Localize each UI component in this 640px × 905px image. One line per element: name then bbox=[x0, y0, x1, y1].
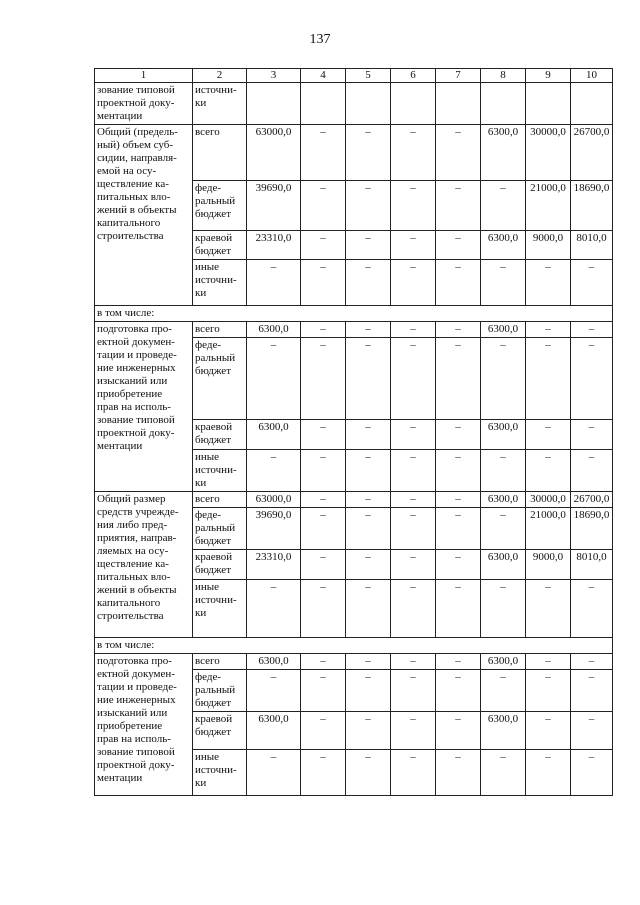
value-cell: 6300,0 bbox=[481, 420, 526, 450]
section-row bbox=[95, 638, 613, 654]
value-cell: – bbox=[436, 181, 481, 231]
funding-source: краевой бюджет bbox=[193, 712, 247, 750]
section-label: в том числе: bbox=[95, 306, 613, 322]
header-cell-8: 8 bbox=[481, 69, 526, 83]
funding-source: иные источни- ки bbox=[193, 580, 247, 638]
value-cell bbox=[436, 83, 481, 125]
indicator-label: Общий размер средств учрежде- ния либо пред- приятия, направ- ляемых на осу- ществление ка- питальных вло- жений в объекты капитального строительства bbox=[95, 492, 193, 638]
value-cell: – bbox=[436, 125, 481, 181]
value-cell: – bbox=[481, 750, 526, 796]
indicator-label: подготовка про- ектной докумен- тации и проведе- ние инженерных изысканий или приобретение прав на исполь- зование типовой проектной доку- ментации bbox=[95, 322, 193, 492]
value-cell: – bbox=[571, 420, 613, 450]
value-cell: – bbox=[301, 712, 346, 750]
table-row bbox=[95, 654, 613, 670]
section-label: в том числе: bbox=[95, 638, 613, 654]
value-cell: – bbox=[481, 450, 526, 492]
value-cell: – bbox=[391, 670, 436, 712]
value-cell: – bbox=[526, 420, 571, 450]
value-cell: – bbox=[346, 450, 391, 492]
value-cell: 30000,0 bbox=[526, 492, 571, 508]
value-cell: – bbox=[346, 750, 391, 796]
funding-source: феде- ральный бюджет bbox=[193, 670, 247, 712]
value-cell: 6300,0 bbox=[481, 492, 526, 508]
value-cell: 6300,0 bbox=[247, 322, 301, 338]
value-cell: – bbox=[346, 492, 391, 508]
value-cell: 39690,0 bbox=[247, 508, 301, 550]
value-cell: – bbox=[346, 322, 391, 338]
funding-source: феде- ральный бюджет bbox=[193, 508, 247, 550]
value-cell: 6300,0 bbox=[481, 322, 526, 338]
value-cell: 18690,0 bbox=[571, 508, 613, 550]
value-cell: 23310,0 bbox=[247, 231, 301, 260]
value-cell: – bbox=[346, 231, 391, 260]
value-cell: – bbox=[481, 508, 526, 550]
table-row bbox=[95, 83, 613, 125]
section-row bbox=[95, 306, 613, 322]
table-row bbox=[95, 125, 613, 181]
value-cell: – bbox=[301, 260, 346, 306]
value-cell: – bbox=[436, 492, 481, 508]
value-cell: – bbox=[436, 450, 481, 492]
header-cell-10: 10 bbox=[571, 69, 613, 83]
value-cell: – bbox=[391, 712, 436, 750]
value-cell: – bbox=[391, 338, 436, 420]
value-cell: – bbox=[247, 750, 301, 796]
value-cell: 6300,0 bbox=[481, 231, 526, 260]
value-cell bbox=[247, 83, 301, 125]
value-cell: – bbox=[526, 654, 571, 670]
value-cell: – bbox=[391, 508, 436, 550]
value-cell: – bbox=[436, 670, 481, 712]
value-cell: – bbox=[346, 580, 391, 638]
value-cell: – bbox=[571, 322, 613, 338]
value-cell: – bbox=[481, 181, 526, 231]
value-cell: – bbox=[301, 750, 346, 796]
value-cell: – bbox=[391, 450, 436, 492]
value-cell: – bbox=[301, 654, 346, 670]
funding-source: всего bbox=[193, 654, 247, 670]
value-cell: – bbox=[391, 550, 436, 580]
header-cell-3: 3 bbox=[247, 69, 301, 83]
value-cell: – bbox=[436, 508, 481, 550]
funding-source: феде- ральный бюджет bbox=[193, 181, 247, 231]
value-cell: – bbox=[436, 338, 481, 420]
value-cell: 8010,0 bbox=[571, 550, 613, 580]
header-cell-2: 2 bbox=[193, 69, 247, 83]
value-cell: 26700,0 bbox=[571, 125, 613, 181]
funding-source: краевой бюджет bbox=[193, 231, 247, 260]
value-cell: – bbox=[391, 260, 436, 306]
value-cell: 21000,0 bbox=[526, 508, 571, 550]
value-cell: – bbox=[436, 420, 481, 450]
value-cell: – bbox=[346, 338, 391, 420]
value-cell: – bbox=[346, 654, 391, 670]
value-cell: – bbox=[301, 231, 346, 260]
header-cell-1: 1 bbox=[95, 69, 193, 83]
value-cell: – bbox=[301, 181, 346, 231]
value-cell: 21000,0 bbox=[526, 181, 571, 231]
value-cell: – bbox=[481, 260, 526, 306]
value-cell: – bbox=[247, 580, 301, 638]
value-cell: – bbox=[571, 580, 613, 638]
funding-source: феде- ральный бюджет bbox=[193, 338, 247, 420]
value-cell: 63000,0 bbox=[247, 492, 301, 508]
header-cell-4: 4 bbox=[301, 69, 346, 83]
value-cell: – bbox=[346, 550, 391, 580]
value-cell: – bbox=[571, 450, 613, 492]
value-cell: 6300,0 bbox=[481, 125, 526, 181]
value-cell: – bbox=[526, 338, 571, 420]
value-cell: – bbox=[391, 322, 436, 338]
header-cell-6: 6 bbox=[391, 69, 436, 83]
value-cell: – bbox=[247, 670, 301, 712]
value-cell: – bbox=[436, 550, 481, 580]
value-cell: – bbox=[391, 231, 436, 260]
value-cell: 9000,0 bbox=[526, 550, 571, 580]
value-cell: – bbox=[301, 450, 346, 492]
value-cell: – bbox=[346, 712, 391, 750]
value-cell: – bbox=[391, 181, 436, 231]
table-row bbox=[95, 322, 613, 338]
indicator-label: зование типовой проектной доку- ментации bbox=[95, 83, 193, 125]
value-cell bbox=[301, 83, 346, 125]
value-cell: – bbox=[346, 181, 391, 231]
value-cell: 9000,0 bbox=[526, 231, 571, 260]
indicator-label: подготовка про- ектной докумен- тации и проведе- ние инженерных изысканий или приобретение прав на исполь- зование типовой проектной доку- ментации bbox=[95, 654, 193, 796]
value-cell: – bbox=[301, 550, 346, 580]
value-cell: – bbox=[526, 260, 571, 306]
header-cell-9: 9 bbox=[526, 69, 571, 83]
value-cell: – bbox=[391, 750, 436, 796]
value-cell: – bbox=[571, 654, 613, 670]
value-cell: – bbox=[526, 712, 571, 750]
value-cell bbox=[391, 83, 436, 125]
value-cell: 63000,0 bbox=[247, 125, 301, 181]
value-cell: – bbox=[436, 580, 481, 638]
value-cell: – bbox=[301, 322, 346, 338]
indicator-label: Общий (предель- ный) объем суб- сидии, направля- емой на осу- ществление ка- питальных вло- жений в объекты капитального строительства bbox=[95, 125, 193, 306]
funding-source: всего bbox=[193, 125, 247, 181]
value-cell: – bbox=[436, 750, 481, 796]
funding-source: источни- ки bbox=[193, 83, 247, 125]
value-cell: – bbox=[391, 420, 436, 450]
value-cell: – bbox=[391, 492, 436, 508]
value-cell: – bbox=[301, 338, 346, 420]
value-cell: – bbox=[247, 260, 301, 306]
value-cell: 23310,0 bbox=[247, 550, 301, 580]
value-cell: – bbox=[526, 580, 571, 638]
value-cell: – bbox=[436, 712, 481, 750]
funding-source: иные источни- ки bbox=[193, 260, 247, 306]
value-cell: – bbox=[436, 322, 481, 338]
value-cell: 26700,0 bbox=[571, 492, 613, 508]
value-cell: – bbox=[571, 750, 613, 796]
value-cell bbox=[481, 83, 526, 125]
value-cell: 6300,0 bbox=[481, 654, 526, 670]
value-cell: – bbox=[346, 508, 391, 550]
value-cell: – bbox=[481, 338, 526, 420]
value-cell: – bbox=[526, 322, 571, 338]
value-cell: – bbox=[247, 338, 301, 420]
value-cell: – bbox=[301, 125, 346, 181]
value-cell: – bbox=[481, 670, 526, 712]
budget-table bbox=[94, 68, 613, 796]
value-cell: – bbox=[391, 580, 436, 638]
value-cell: – bbox=[301, 508, 346, 550]
value-cell: – bbox=[571, 712, 613, 750]
value-cell: – bbox=[436, 260, 481, 306]
value-cell: – bbox=[436, 231, 481, 260]
funding-source: всего bbox=[193, 492, 247, 508]
value-cell: – bbox=[346, 125, 391, 181]
value-cell: – bbox=[436, 654, 481, 670]
value-cell: – bbox=[571, 670, 613, 712]
value-cell bbox=[526, 83, 571, 125]
value-cell: – bbox=[571, 260, 613, 306]
value-cell: – bbox=[526, 670, 571, 712]
value-cell: – bbox=[247, 450, 301, 492]
value-cell: – bbox=[301, 492, 346, 508]
value-cell: – bbox=[571, 338, 613, 420]
value-cell: 18690,0 bbox=[571, 181, 613, 231]
funding-source: краевой бюджет bbox=[193, 420, 247, 450]
value-cell bbox=[346, 83, 391, 125]
funding-source: краевой бюджет bbox=[193, 550, 247, 580]
page-number: 137 bbox=[309, 32, 331, 47]
value-cell: – bbox=[346, 670, 391, 712]
header-cell-5: 5 bbox=[346, 69, 391, 83]
value-cell: 6300,0 bbox=[481, 550, 526, 580]
funding-source: иные источни- ки bbox=[193, 750, 247, 796]
value-cell: 39690,0 bbox=[247, 181, 301, 231]
value-cell: – bbox=[346, 420, 391, 450]
header-row bbox=[95, 69, 613, 83]
table-row bbox=[95, 492, 613, 508]
value-cell: – bbox=[391, 125, 436, 181]
value-cell: – bbox=[391, 654, 436, 670]
header-cell-7: 7 bbox=[436, 69, 481, 83]
value-cell: – bbox=[526, 750, 571, 796]
funding-source: иные источни- ки bbox=[193, 450, 247, 492]
value-cell: – bbox=[301, 670, 346, 712]
value-cell bbox=[571, 83, 613, 125]
value-cell: 6300,0 bbox=[247, 420, 301, 450]
value-cell: – bbox=[346, 260, 391, 306]
value-cell: 6300,0 bbox=[481, 712, 526, 750]
value-cell: – bbox=[526, 450, 571, 492]
value-cell: 6300,0 bbox=[247, 712, 301, 750]
value-cell: – bbox=[301, 580, 346, 638]
value-cell: 6300,0 bbox=[247, 654, 301, 670]
value-cell: – bbox=[301, 420, 346, 450]
value-cell: 8010,0 bbox=[571, 231, 613, 260]
funding-source: всего bbox=[193, 322, 247, 338]
value-cell: – bbox=[481, 580, 526, 638]
value-cell: 30000,0 bbox=[526, 125, 571, 181]
